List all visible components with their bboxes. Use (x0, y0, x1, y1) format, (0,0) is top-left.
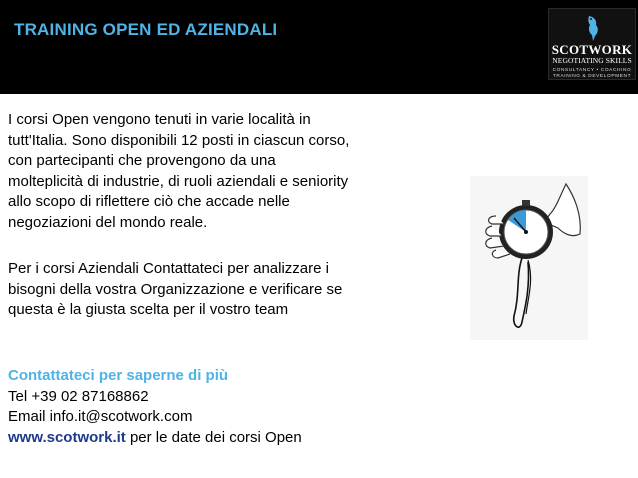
text-line: I corsi Open vengono tenuti in varie località in (8, 111, 311, 128)
text-line: bisogni della vostra Organizzazione e verificare se (8, 280, 343, 298)
intro-paragraph (8, 110, 418, 234)
text-line: allo scopo di riflettere ciò che accade nelle (8, 193, 290, 211)
text-line: questa è la giusta scelta per il vostro team (8, 301, 289, 319)
scotwork-logo (548, 8, 636, 80)
contact-email: Email info.it@scotwork.com (8, 408, 193, 426)
logo-name: SCOTWORK (551, 42, 633, 57)
text-line: negoziazioni del mondo reale. (8, 213, 208, 231)
contact-heading: Contattateci per saperne di più (8, 367, 229, 384)
text-line: tutt'Italia. Sono disponibili 12 posti in ciascun corso, (8, 131, 350, 149)
contact-block (8, 366, 428, 448)
logo-tagline: TRAINING & DEVELOPMENT (552, 74, 632, 79)
page-title: TRAINING OPEN ED AZIENDALI (14, 20, 278, 39)
text-line: molteplicità di industrie, di ruoli aziendali e seniority (8, 172, 349, 190)
website-suffix: per le date dei corsi Open (125, 428, 302, 446)
website-line (8, 428, 428, 449)
text-line: con partecipanti che provengono da una (8, 152, 276, 170)
logo-tagline: CONSULTANCY • COACHING (552, 68, 632, 73)
header-bar (0, 0, 638, 94)
contact-tel: Tel +39 02 87168862 (8, 387, 149, 405)
logo-subtitle: NEGOTIATING SKILLS (552, 56, 632, 65)
bird-logo-icon (585, 14, 601, 42)
company-paragraph (8, 259, 418, 321)
stopwatch-hand-icon (470, 176, 588, 340)
website-link[interactable]: www.scotwork.it (8, 428, 126, 446)
text-line: Per i corsi Aziendali Contattateci per analizzare i (8, 260, 329, 277)
